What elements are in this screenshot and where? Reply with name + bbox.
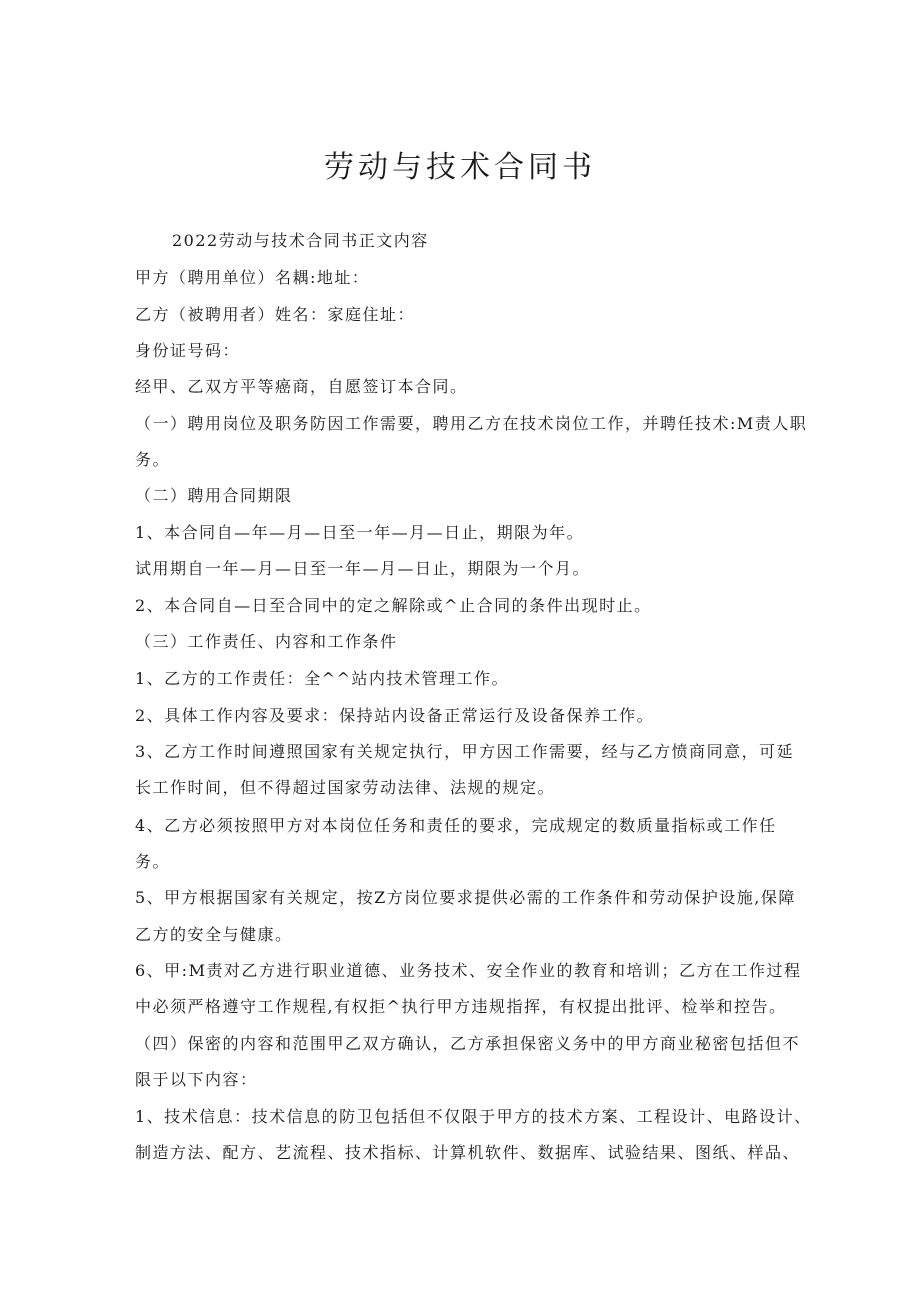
text-line: 经甲、乙双方平等癌商，自愿签订本合同。	[135, 377, 468, 396]
text-line: 务。	[135, 450, 171, 469]
text-line: 身份证号码：	[135, 341, 241, 360]
text-line: 4、乙方必须按照甲方对本岗位任务和责任的要求，完成规定的数质量指标或工作任	[135, 816, 777, 835]
text-line: 1、技术信息：技术信息的防卫包括但不仅限于甲方的技术方案、工程设计、电路设计、	[135, 1107, 812, 1126]
text-line: 乙方的安全与健康。	[135, 925, 293, 944]
text-line: 1、乙方的工作责任：全^^站内技术管理工作。	[135, 669, 509, 688]
text-line: 限于以下内容：	[135, 1070, 258, 1089]
text-line: 中必须严格遵守工作规程,有权拒^执行甲方违规指挥，有权提出批评、检举和控告。	[135, 997, 787, 1016]
text-line: 长工作时间，但不得超过国家劳动法律、法规的规定。	[135, 778, 556, 797]
text-line: 2022劳动与技术合同书正文内容	[172, 231, 429, 250]
text-line: （四）保密的内容和范围甲乙双方确认，乙方承担保密义务中的甲方商业秘密包括但不	[135, 1034, 801, 1053]
text-line: 务。	[135, 852, 171, 871]
text-line: （三）工作责任、内容和工作条件	[135, 632, 398, 651]
text-line: 2、本合同自—日至合同中的定之解除或^止合同的条件出现时止。	[135, 596, 652, 615]
text-line: 3、乙方工作时间遵照国家有关规定执行，甲方因工作需要，经与乙方愤商同意，可延	[135, 742, 795, 761]
text-line: 甲方（聘用单位）名耦:地址：	[135, 268, 370, 287]
text-line: （一）聘用岗位及职务防因工作需要，聘用乙方在技术岗位工作，并聘任技术:M责人职	[135, 414, 808, 433]
text-line: 制造方法、配方、艺流程、技术指标、计算机软件、数据库、试验结果、图纸、样品、	[135, 1143, 801, 1162]
text-line: （二）聘用合同期限	[135, 486, 293, 505]
text-line: 乙方（被聘用者）姓名：家庭住址：	[135, 305, 416, 324]
document-title: 劳动与技术合同书	[324, 150, 596, 185]
text-line: 6、甲:M责对乙方进行职业道德、业务技术、安全作业的教育和培训；乙方在工作过程	[135, 961, 802, 980]
text-line: 5、甲方根据国家有关规定，按Z方岗位要求提供必需的工作条件和劳动保护设施,保障	[135, 888, 796, 907]
text-line: 1、本合同自—年—月—日至一年—月—日止，期限为年。	[135, 523, 585, 542]
text-line: 2、具体工作内容及要求：保持站内设备正常运行及设备保养工作。	[135, 706, 655, 725]
text-line: 试用期自一年—月—日至一年—月—日止，期限为一个月。	[135, 559, 591, 578]
